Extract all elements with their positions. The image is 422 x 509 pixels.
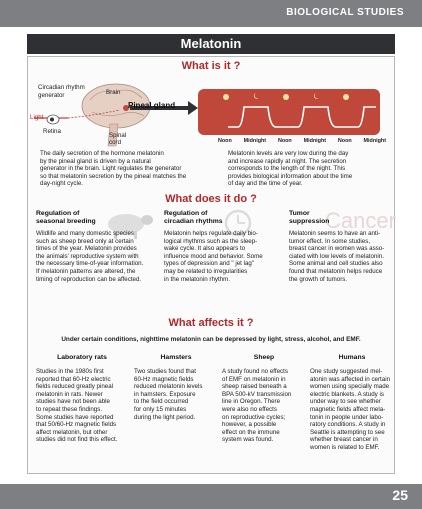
- page-number: 25: [392, 487, 408, 503]
- brain-label: Brain: [106, 89, 121, 96]
- what-is-it-right-text: Melatonin levels are very low during the day and increase rapidly at night. The secretion corresponds to the length of the night. This provides biological information about the time of day and the time of year.: [228, 150, 353, 188]
- tumor-column: Tumor suppression Melatonin seems to have an anti- tumor effect. In some studies, breast cancer in women was asso- ciated with low levels of melatonin. Some animal and cell studies also found that melatonin helps reduce the growth of tumors.: [289, 210, 385, 283]
- time-axis: Noon Midnight Noon Midnight Noon Midnight: [218, 138, 386, 144]
- sun-icon: [223, 94, 229, 100]
- section-title: BIOLOGICAL STUDIES: [286, 7, 404, 18]
- what-is-it-left-text: The daily secretion of the hormone melatonin by the pineal gland is driven by a natural generator in the brain. Light regulates the generator so that melatonin secretion by the pineal matches the day-night cycle.: [40, 150, 187, 188]
- footer-band: [0, 484, 422, 509]
- pineal-gland-label: Pineal gland: [128, 101, 176, 110]
- breeding-column: Regulation of seasonal breeding Wildlife and many domestic species such as sheep breed only at certain times of the year. Melatonin provides the animals' reproductive system with the necessary time-of-year information. If melatonin patterns are altered, the timing of reproduction can be affected.: [36, 210, 144, 283]
- spinal-label: Spinal: [109, 132, 127, 139]
- generator-label: generator: [38, 92, 65, 99]
- what-affects-heading: What affects it ?: [168, 317, 254, 329]
- circadian-label: Circadian rhythm: [38, 84, 85, 91]
- circadian-column: Regulation of circadian rhythms Melatonin helps regulate daily bio- logical rhythms such as the sleep- wake cycle. It also appears to influence mood and behavior. Some types of depression and " jet lag" may be related to irregularities in the melatonin rhythm.: [164, 210, 263, 283]
- sun-icon: [343, 94, 349, 100]
- cord-label: cord: [109, 139, 122, 146]
- humans-column: Humans One study suggested mel- atonin was affected in certain women using specially made electric blankets. A study is under way to see whether magnetic fields affect mela- tonin in people under labo- ratory conditions. A study in Seattle is attempting to see whether breast cancer in women is related to EMF.: [310, 354, 391, 451]
- moon-icon: [254, 93, 259, 99]
- what-affects-intro: Under certain conditions, nighttime melatonin can be depressed by light, stress, alcohol, and EMF.: [61, 336, 361, 343]
- rats-column: Laboratory rats Studies in the 1980s first reported that 60-Hz electric fields reduced greatly pineal melatonin in rats. Newer studies have not been able to repeat these findings. Some studies have reported that 50/60-Hz magnetic fields affect melatonin, but other studies did not find this effect.: [36, 354, 118, 444]
- sun-icon: [283, 94, 289, 100]
- retina-label: Retina: [43, 128, 61, 135]
- melatonin-curve: [198, 89, 380, 135]
- moon-icon: [314, 93, 319, 99]
- page-title: Melatonin: [180, 36, 242, 51]
- light-label: Light: [30, 114, 44, 121]
- sheep-column: Sheep A study found no effects of EMF on melatonin in sheep raised beneath a BPA 500-kV transmission line in Oregon. There were also no effects on reproductive cycles; however, a possible effect on the immune system was found.: [222, 354, 292, 444]
- eye-icon: [46, 114, 60, 125]
- cancer-watermark: Cancer: [325, 208, 396, 233]
- what-is-it-heading: What is it ?: [181, 60, 241, 72]
- hamsters-column: Hamsters Two studies found that 60-Hz magnetic fields reduced melatonin levels in hamsters. Exposure to the field occurred for only 15 minutes during the light period.: [134, 354, 203, 421]
- what-does-heading: What does it do ?: [165, 193, 257, 205]
